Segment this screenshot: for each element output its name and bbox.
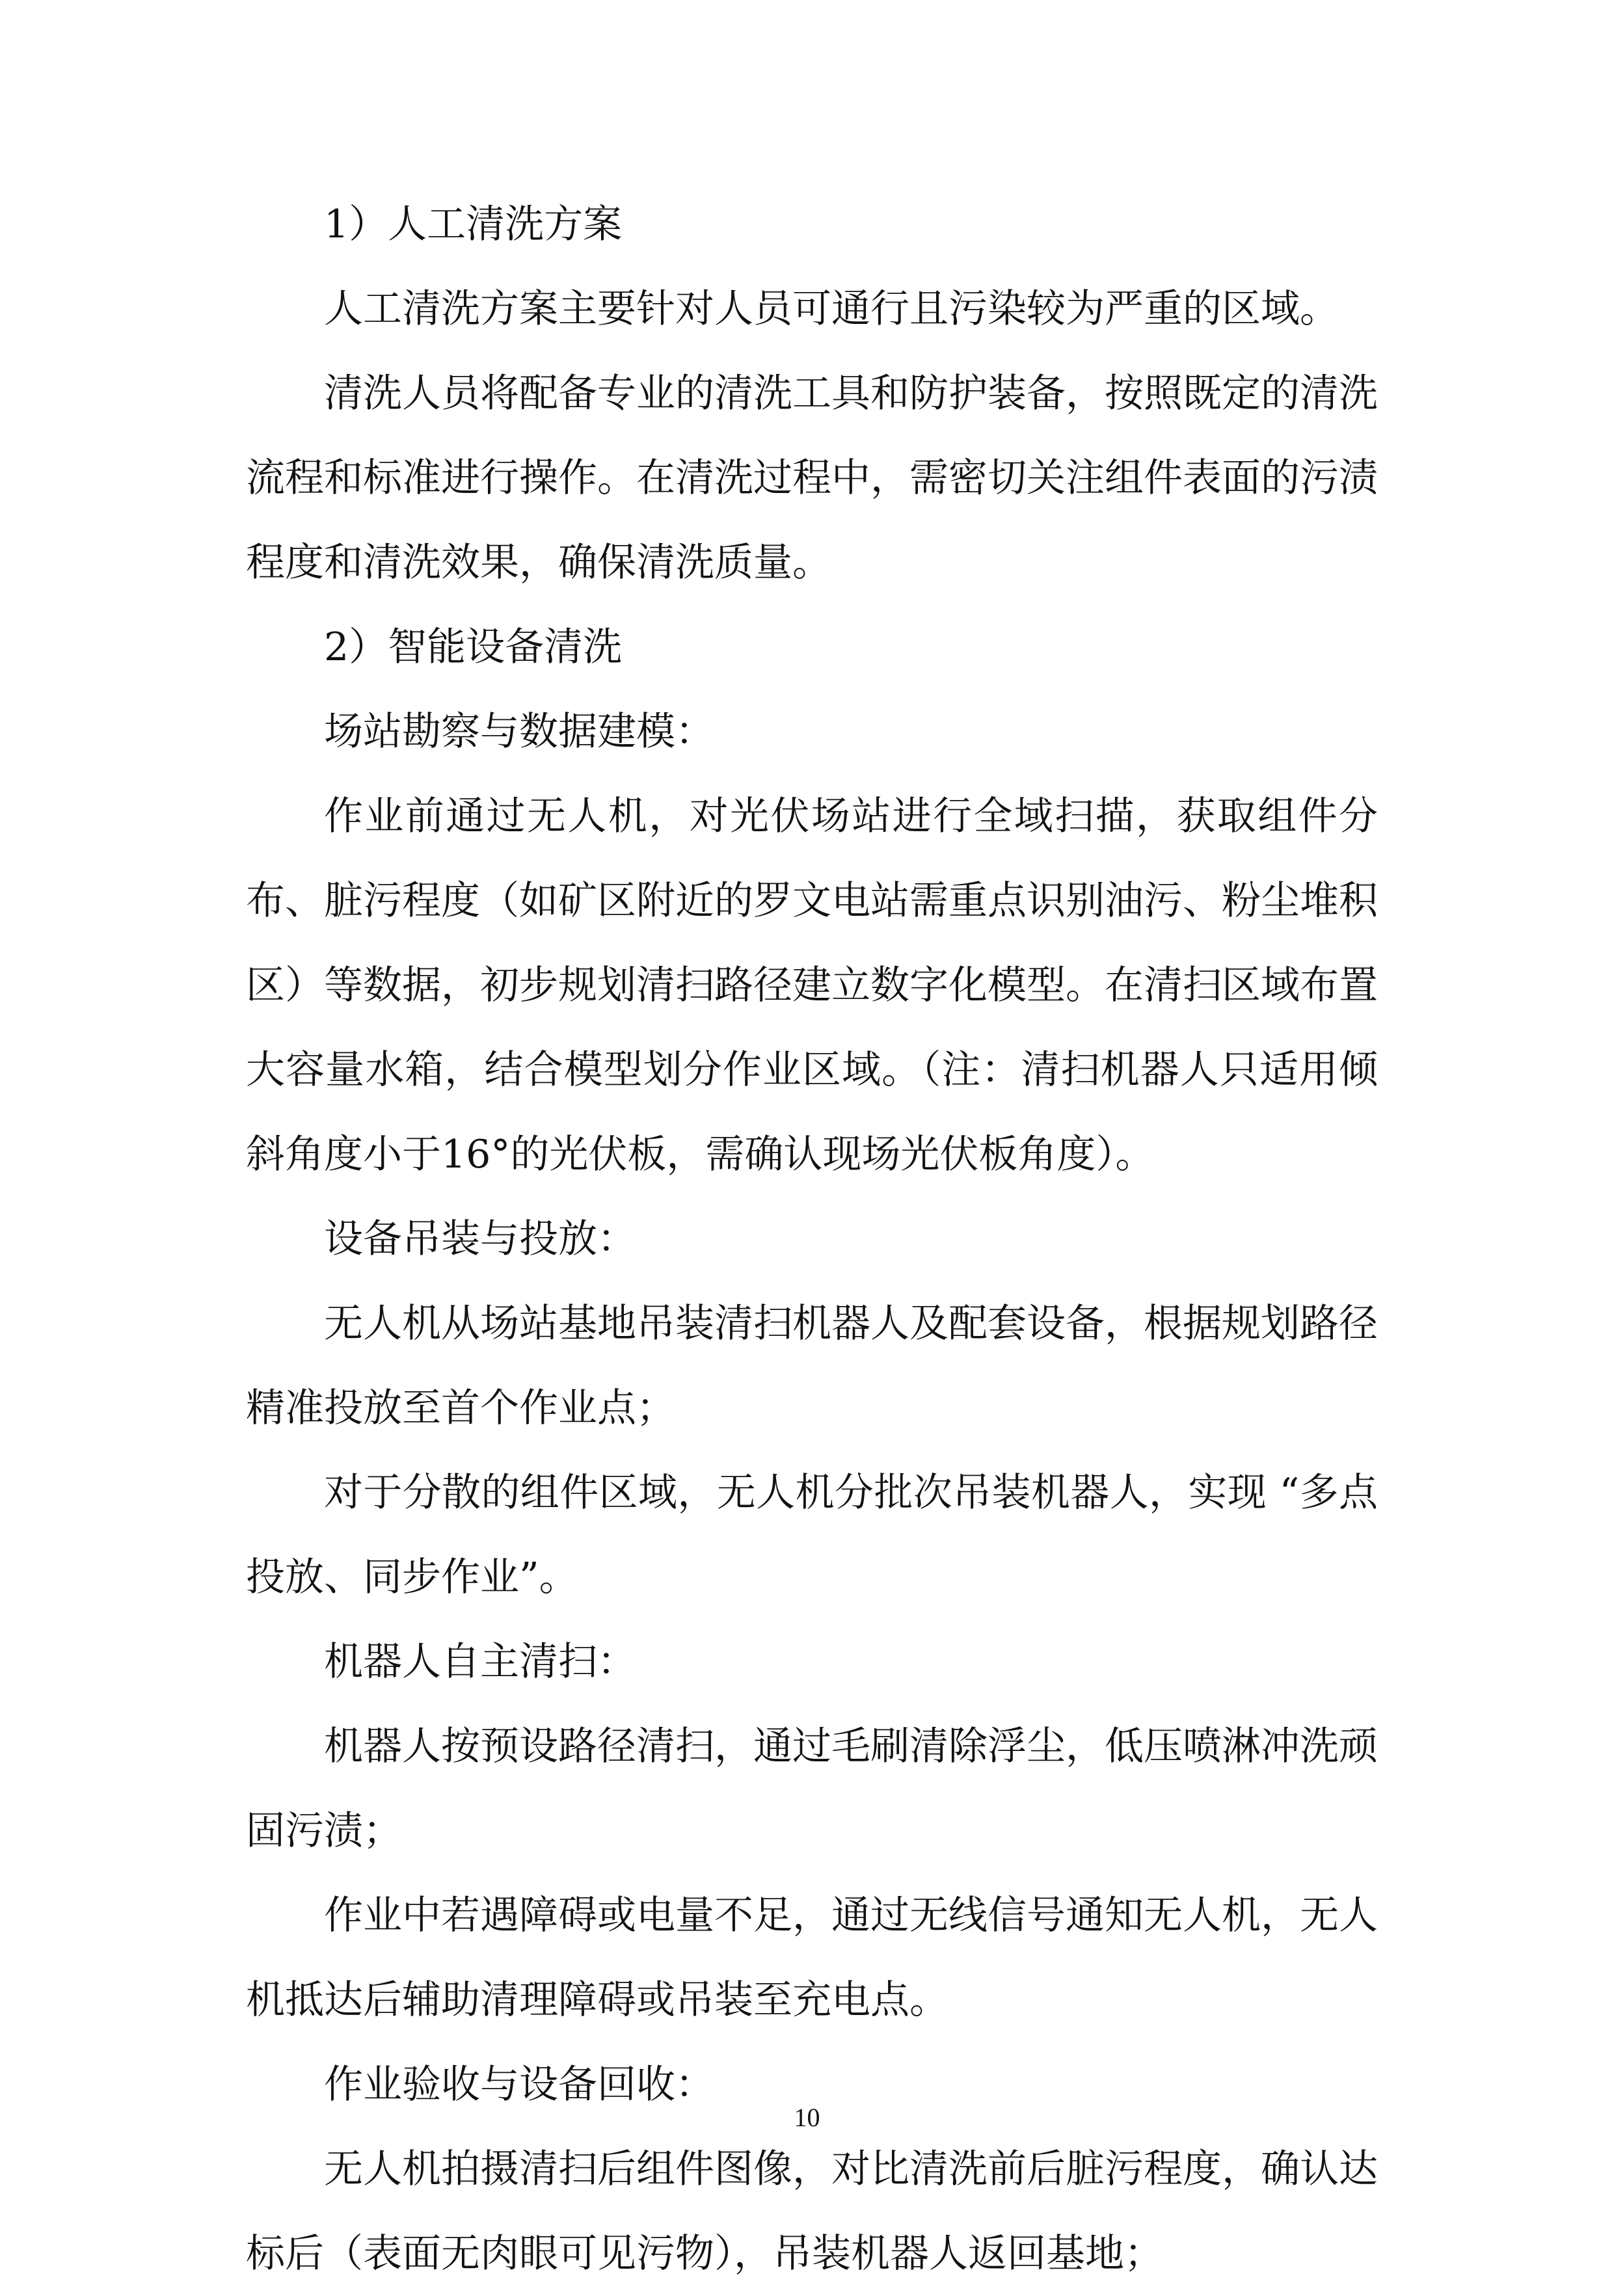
document-body	[246, 182, 1378, 2296]
subheading-hoisting-deployment: 设备吊装与投放：	[324, 1216, 636, 1262]
subheading-autonomous-cleaning: 机器人自主清扫：	[324, 1639, 636, 1685]
heading-manual-cleaning: 1）人工清洗方案	[324, 202, 623, 247]
subheading-acceptance-recovery: 作业验收与设备回收：	[324, 2062, 714, 2107]
paragraph: 作业前通过无人机，对光伏场站进行全域扫描，获取组件分布、脏污程度（如矿区附近的罗文电站需重点识别油污、粉尘堆积区）等数据，初步规划清扫路径建立数字化模型。在清扫区域布置大容量水箱，结合模型划分作业区域。（注：清扫机器人只适用倾斜角度小于16°的光伏板，需确认现场光伏板角度）。	[246, 794, 1378, 1177]
paragraph: 作业中若遇障碍或电量不足，通过无线信号通知无人机，无人机抵达后辅助清理障碍或吊装至充电点。	[246, 1893, 1378, 2023]
paragraph: 无人机从场站基地吊装清扫机器人及配套设备，根据规划路径精准投放至首个作业点；	[246, 1301, 1378, 1431]
paragraph: 对于分散的组件区域，无人机分批次吊装机器人，实现 “多点投放、同步作业”。	[246, 1470, 1378, 1600]
paragraph: 无人机拍摄清扫后组件图像，对比清洗前后脏污程度，确认达标后（表面无肉眼可见污物），吊装机器人返回基地；	[246, 2146, 1378, 2276]
paragraph: 机器人按预设路径清扫，通过毛刷清除浮尘，低压喷淋冲洗顽固污渍；	[246, 1724, 1378, 1854]
paragraph: 人工清洗方案主要针对人员可通行且污染较为严重的区域。	[324, 286, 1339, 332]
heading-smart-device-cleaning: 2）智能设备清洗	[324, 624, 623, 670]
paragraph: 清洗人员将配备专业的清洗工具和防护装备，按照既定的清洗流程和标准进行操作。在清洗过程中，需密切关注组件表面的污渍程度和清洗效果，确保清洗质量。	[246, 371, 1378, 585]
page-number: 10	[794, 2103, 820, 2132]
subheading-survey-modeling: 场站勘察与数据建模：	[324, 709, 714, 754]
